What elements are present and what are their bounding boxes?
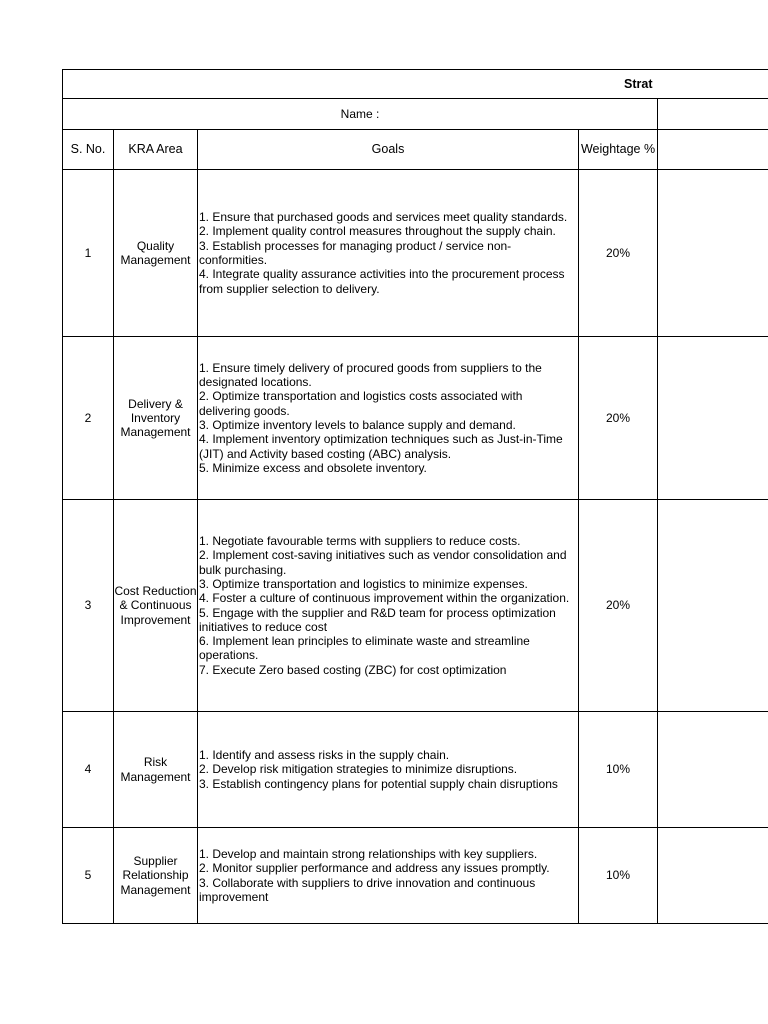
row-extra-cell — [658, 712, 768, 828]
row-extra-cell — [658, 170, 768, 337]
goal-item: 1. Develop and maintain strong relationships with key suppliers. — [199, 846, 538, 861]
header-goals: Goals — [198, 130, 579, 170]
row-weightage: 10% — [579, 828, 658, 924]
table-row — [63, 712, 768, 828]
table-row — [63, 170, 768, 337]
table-row — [63, 828, 768, 924]
row-weightage: 10% — [579, 712, 658, 828]
goal-item: 6. Implement lean principles to eliminate waste and streamline operations. — [199, 634, 530, 663]
document-title: Strat — [63, 70, 768, 99]
row-goals — [198, 500, 579, 712]
header-sno: S. No. — [63, 130, 114, 170]
row-sno: 5 — [63, 828, 114, 924]
table-row — [63, 500, 768, 712]
row-sno: 3 — [63, 500, 114, 712]
row-kra-area: Delivery & Inventory Management — [114, 337, 198, 500]
row-sno: 2 — [63, 337, 114, 500]
goal-item: 2. Implement cost-saving initiatives such as vendor consolidation and bulk purchasing. — [199, 548, 567, 577]
header-row — [63, 130, 768, 170]
goal-item: 1. Ensure that purchased goods and services meet quality standards. — [199, 210, 568, 225]
goal-item: 5. Engage with the supplier and R&D team for process optimization initiatives to reduce cost — [199, 605, 556, 634]
row-kra-area: Risk Management — [114, 712, 198, 828]
kra-table — [62, 69, 768, 924]
row-goals — [198, 828, 579, 924]
goal-item: 4. Implement inventory optimization techniques such as Just-in-Time (JIT) and Activity based costing (ABC) analysis. — [199, 432, 563, 461]
row-goals — [198, 712, 579, 828]
row-weightage: 20% — [579, 500, 658, 712]
goal-item: 1. Negotiate favourable terms with suppliers to reduce costs. — [199, 534, 521, 549]
header-kra-area: KRA Area — [114, 130, 198, 170]
row-sno: 1 — [63, 170, 114, 337]
row-sno: 4 — [63, 712, 114, 828]
goal-item: 2. Implement quality control measures throughout the supply chain. — [199, 224, 556, 239]
title-row — [63, 70, 768, 99]
kra-sheet — [62, 69, 768, 925]
header-weightage: Weightage % — [579, 130, 658, 170]
row-extra-cell — [658, 337, 768, 500]
row-weightage: 20% — [579, 170, 658, 337]
goal-item: 1. Identify and assess risks in the supply chain. — [199, 748, 450, 763]
goal-item: 7. Execute Zero based costing (ZBC) for cost optimization — [199, 662, 507, 677]
goal-item: 3. Establish contingency plans for potential supply chain disruptions — [199, 776, 558, 791]
row-extra-cell — [658, 500, 768, 712]
name-row — [63, 99, 768, 130]
goal-item: 2. Develop risk mitigation strategies to minimize disruptions. — [199, 762, 518, 777]
row-goals — [198, 170, 579, 337]
goal-item: 5. Minimize excess and obsolete inventory. — [199, 460, 427, 475]
table-row — [63, 337, 768, 500]
row-weightage: 20% — [579, 337, 658, 500]
row-kra-area: Cost Reduction & Continuous Improvement — [114, 500, 198, 712]
name-value-cell — [658, 99, 768, 130]
goal-item: 3. Optimize transportation and logistics to minimize expenses. — [199, 576, 528, 591]
goal-item: 2. Monitor supplier performance and address any issues promptly. — [199, 861, 550, 876]
row-goals — [198, 337, 579, 500]
goal-item: 3. Collaborate with suppliers to drive innovation and continuous improvement — [199, 875, 536, 904]
goal-item: 3. Establish processes for managing product / service non-conformities. — [199, 238, 512, 267]
goal-item: 4. Foster a culture of continuous improvement within the organization. — [199, 591, 570, 606]
goal-item: 2. Optimize transportation and logistics costs associated with delivering goods. — [199, 389, 523, 418]
row-kra-area: Quality Management — [114, 170, 198, 337]
row-kra-area: Supplier Relationship Management — [114, 828, 198, 924]
goal-item: 3. Optimize inventory levels to balance supply and demand. — [199, 418, 516, 432]
goal-item: 1. Ensure timely delivery of procured goods from suppliers to the designated locations. — [199, 360, 542, 390]
name-label: Name : — [63, 99, 658, 130]
goal-item: 4. Integrate quality assurance activities into the procurement process from supplier selection to delivery. — [199, 267, 565, 296]
row-extra-cell — [658, 828, 768, 924]
header-extra-cell — [658, 130, 768, 170]
